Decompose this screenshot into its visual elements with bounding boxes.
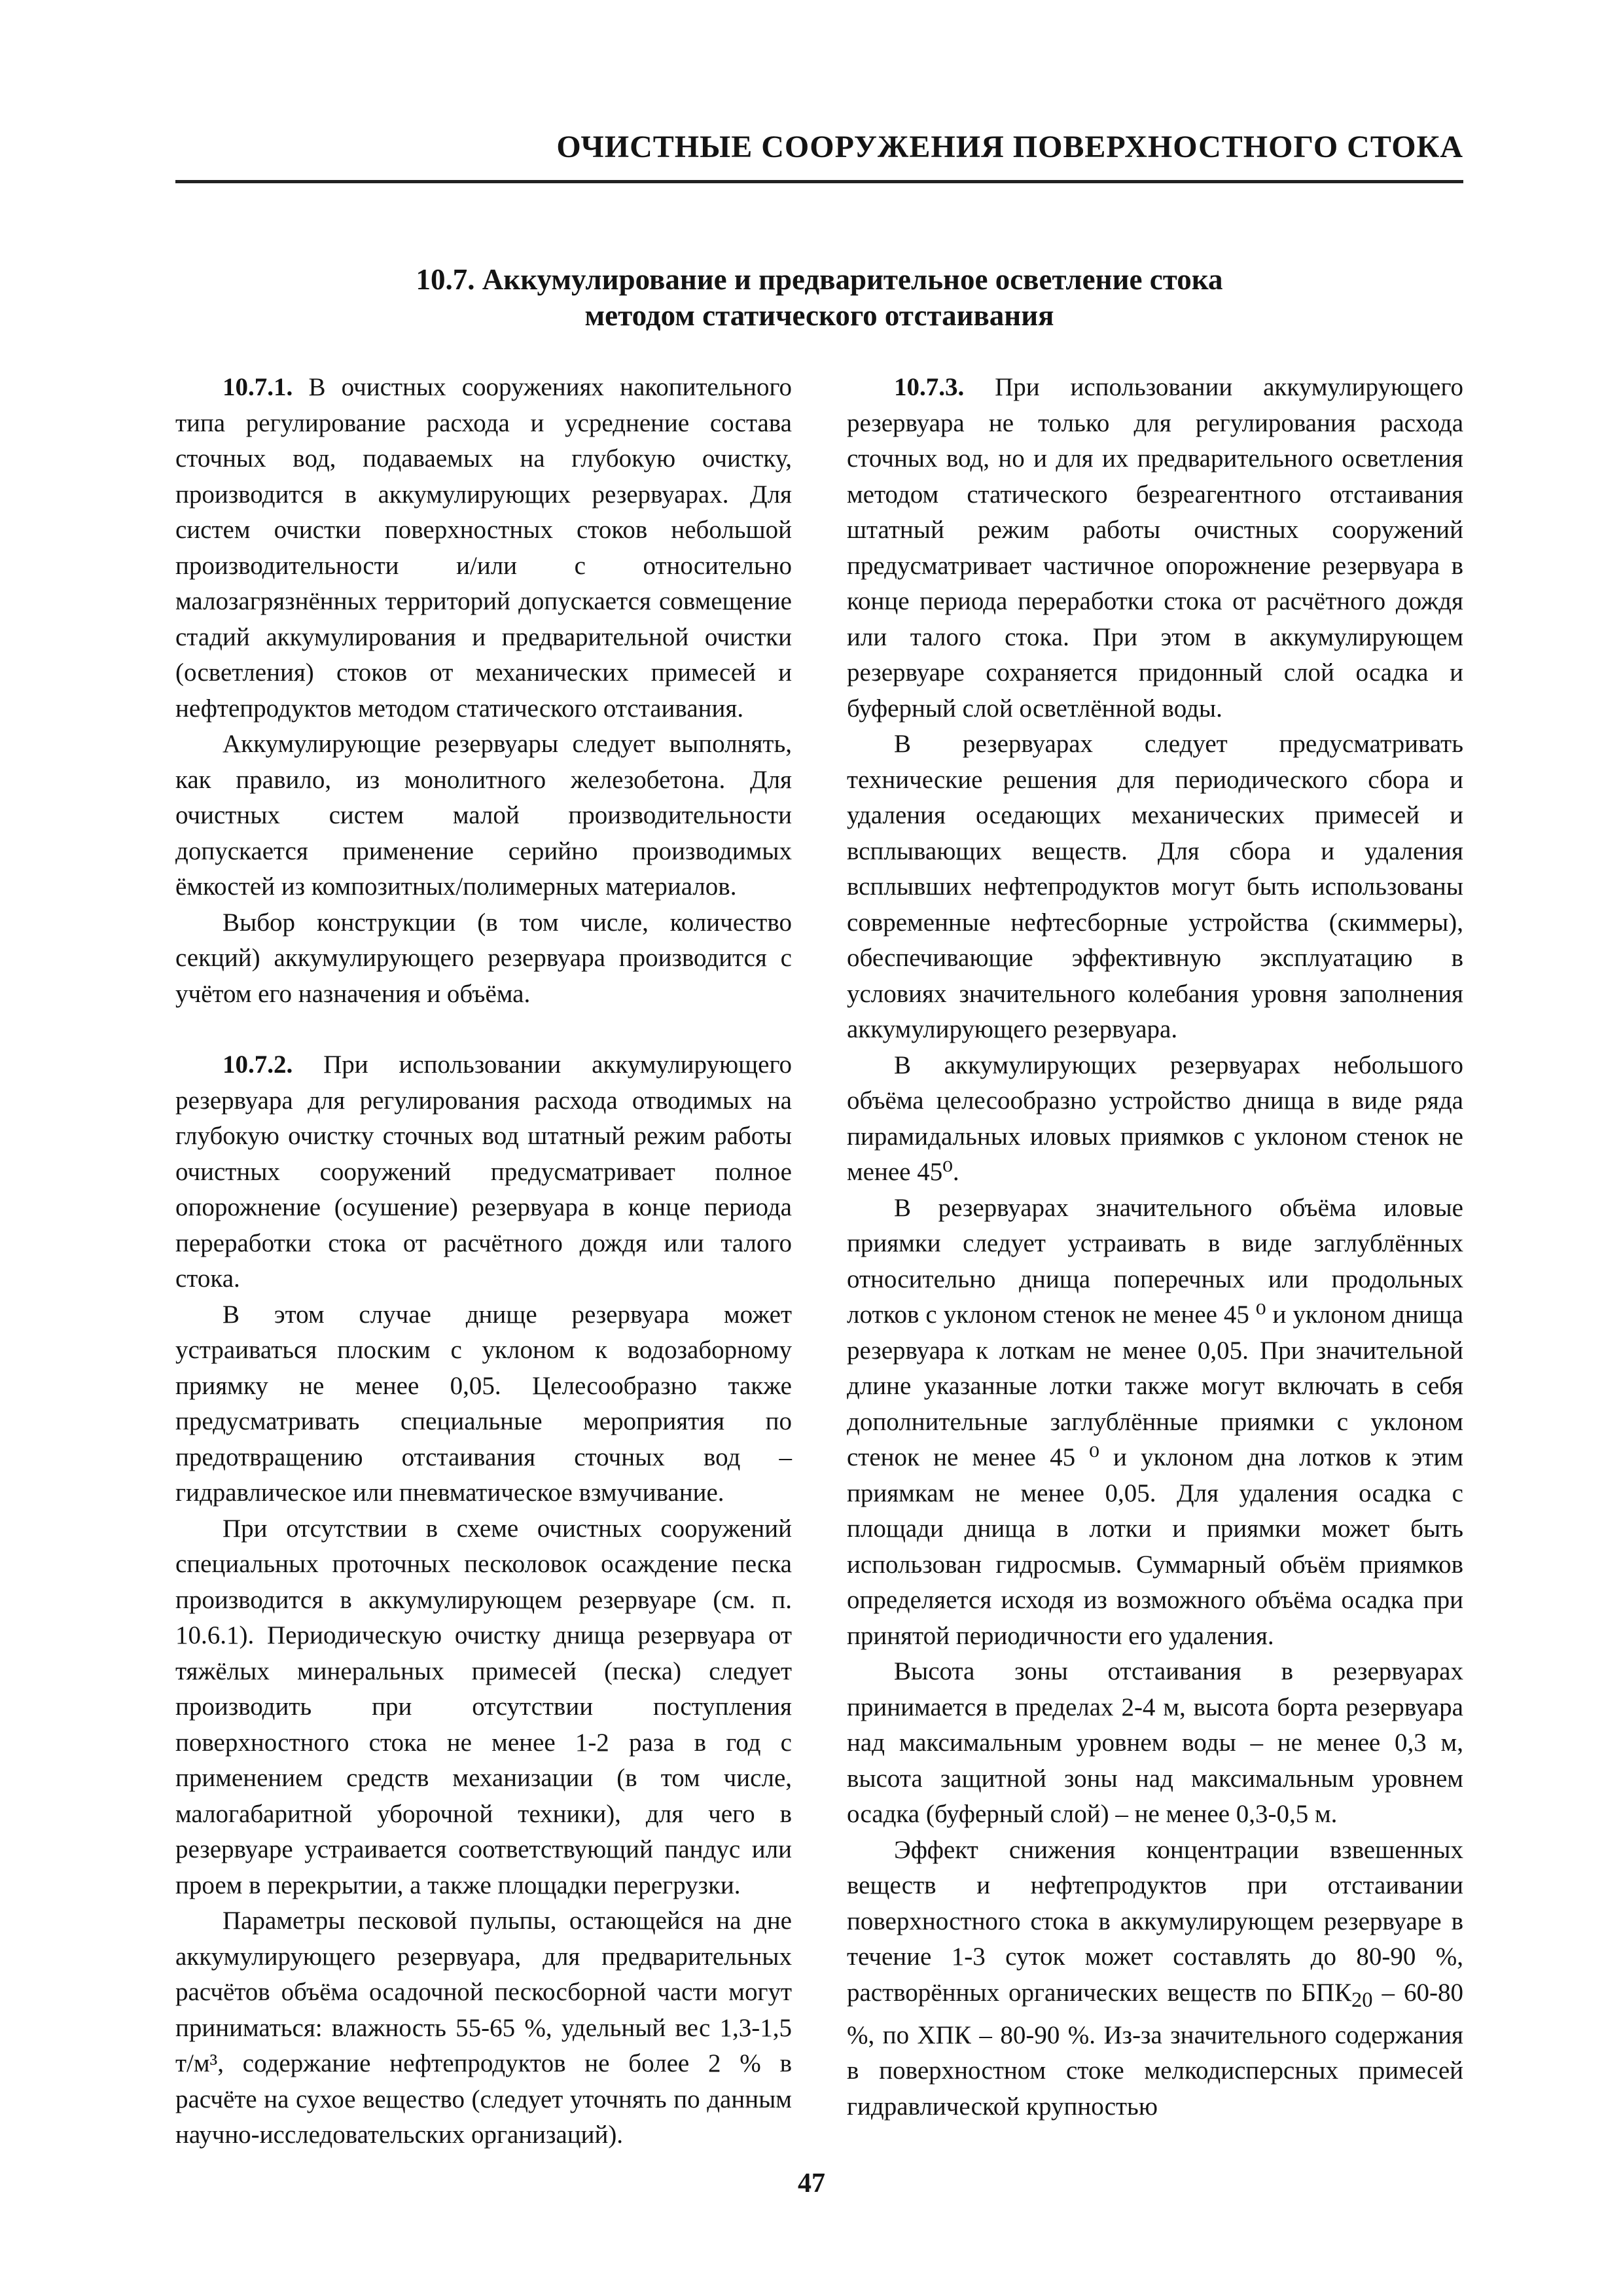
section-title <box>175 262 1463 334</box>
paragraph: Параметры песковой пульпы, остающейся на дне аккумулирующего резервуара, для предварительных расчётов объёма осадочной пескосборной части могут приниматься: влажность 55-65 %, удельный вес 1,3-1,5 т/м³, содержание нефтепродуктов не более 2 % в расчёте на сухое вещество (следует уточнять по данным научно-исследовательских организаций). <box>175 1907 792 2149</box>
page-number: 47 <box>798 2168 825 2198</box>
paragraph-10-7-1 <box>175 370 792 726</box>
paragraph-10-7-2 <box>175 1047 792 1297</box>
section-title-line-1: 10.7. Аккумулирование и предварительное осветление стока <box>416 263 1223 296</box>
paragraph: Аккумулирующие резервуары следует выполнять, как правило, из монолитного железобетона. Для очистных систем малой производительности допускается применение серийно производимых ёмкостей из композитных/полимерных материалов. <box>175 730 792 901</box>
clause-number: 10.7.1. <box>223 373 293 401</box>
clause-number: 10.7.3. <box>894 373 965 401</box>
paragraph: При отсутствии в схеме очистных сооружений специальных проточных песколовок осаждение песка производится в аккумулирующем резервуаре (см. п. 10.6.1). Периодическую очистку днища резервуара от тяжёлых минеральных примесей (песка) следует производить при отсутствии поступления поверхностного стока не менее 1-2 раза в год с применением средств механизации (в том числе, малогабаритной уборочной техники), для чего в резервуаре устраивается соответствующий пандус или проем в перекрытии, а также площадки перегрузки. <box>175 1514 792 1899</box>
paragraph: В этом случае днище резервуара может устраиваться плоским с уклоном к водозаборному приямку не менее 0,05. Целесообразно также предусматривать специальные мероприятия по предотвращению отстаивания сточных вод – гидравлическое или пневматическое взмучивание. <box>175 1300 792 1507</box>
right-column <box>847 370 1463 2125</box>
paragraph-text: В очистных сооружениях накопительного типа регулирование расхода и усреднение состава сточных вод, подаваемых на глубокую очистку, производится в аккумулирующих резервуарах. Для систем очистки поверхностных стоков небольшой производительности и/или с относительно малозагрязнённых территорий допускается совмещение стадий аккумулирования и предварительной очистки (осветления) стоков от механических примесей и нефтепродуктов методом статического отстаивания. <box>175 373 792 723</box>
paragraph-10-7-3 <box>847 370 1463 726</box>
section-title-line-2: методом статического отстаивания <box>584 299 1054 332</box>
subscript: 20 <box>1351 1988 1373 2012</box>
paragraph-text: При использовании аккумулирующего резервуара не только для регулирования расхода сточных вод, но и для их предварительного осветления методом статического безреагентного отстаивания штатный режим работы очистных сооружений предусматривает частичное опорожнение резервуара в конце периода переработки стока от расчётного дождя или талого стока. При этом в аккумулирующем резервуаре сохраняется придонный слой осадка и буферный слой осветлённой воды. <box>847 373 1464 723</box>
paragraph: В резервуарах значительного объёма иловые приямки следует устраивать в виде заглублённых относительно днища поперечных или продольных лотков с уклоном стенок не менее 45 ⁰ и уклоном днища резервуара к лоткам не менее 0,05. При значительной длине указанные лотки также могут включать в себя дополнительные заглублённые приямки с уклоном стенок не менее 45 ⁰ и уклоном дна лотков к этим приямкам не менее 0,05. Для удаления осадка с площади днища в лотки и приямки может быть использован гидросмыв. Суммарный объём приямков определяется исходя из возможного объёма осадка при принятой периодичности его удаления. <box>847 1193 1463 1650</box>
running-head: ОЧИСТНЫЕ СООРУЖЕНИЯ ПОВЕРХНОСТНОГО СТОКА <box>556 130 1463 164</box>
clause-number: 10.7.2. <box>223 1050 293 1079</box>
paragraph: Выбор конструкции (в том числе, количество секций) аккумулирующего резервуара производится с учётом его назначения и объёма. <box>175 908 792 1008</box>
paragraph: В резервуарах следует предусматривать технические решения для периодического сбора и удаления оседающих механических примесей и всплывающих веществ. Для сбора и удаления всплывших нефтепродуктов могут быть использованы современные нефтесборные устройства (скиммеры), обеспечивающие эффективную эксплуатацию в условиях значительного колебания уровня заполнения аккумулирующего резервуара. <box>847 730 1463 1043</box>
left-column <box>175 370 792 2153</box>
paragraph-text: – 60-80 %, по ХПК – 80-90 %. Из-за значительного содержания в поверхностном стоке мелкодисперсных примесей гидравлической крупностью <box>847 1978 1463 2121</box>
paragraph-text: Эффект снижения концентрации взвешенных веществ и нефтепродуктов при отстаивании поверхностного стока в аккумулирующем резервуаре в течение 1-3 суток может составлять до 80-90 %, растворённых органических веществ по БПК <box>847 1835 1463 2007</box>
paragraph-text: При использовании аккумулирующего резервуара для регулирования расхода отводимых на глубокую очистку сточных вод штатный режим работы очистных сооружений предусматривает полное опорожнение (осушение) резервуара в конце периода переработки стока от расчётного дождя или талого стока. <box>175 1050 793 1293</box>
header-rule <box>175 180 1463 183</box>
paragraph: В аккумулирующих резервуарах небольшого объёма целесообразно устройство днища в виде ряда пирамидальных иловых приямков с уклоном стенок не менее 45⁰. <box>847 1050 1463 1186</box>
paragraph: Высота зоны отстаивания в резервуарах принимается в пределах 2-4 м, высота борта резервуара над максимальным уровнем воды – не менее 0,3 м, высота защитной зоны над максимальным уровнем осадка (буферный слой) – не менее 0,3-0,5 м. <box>847 1657 1463 1828</box>
paragraph <box>847 1833 1463 2125</box>
